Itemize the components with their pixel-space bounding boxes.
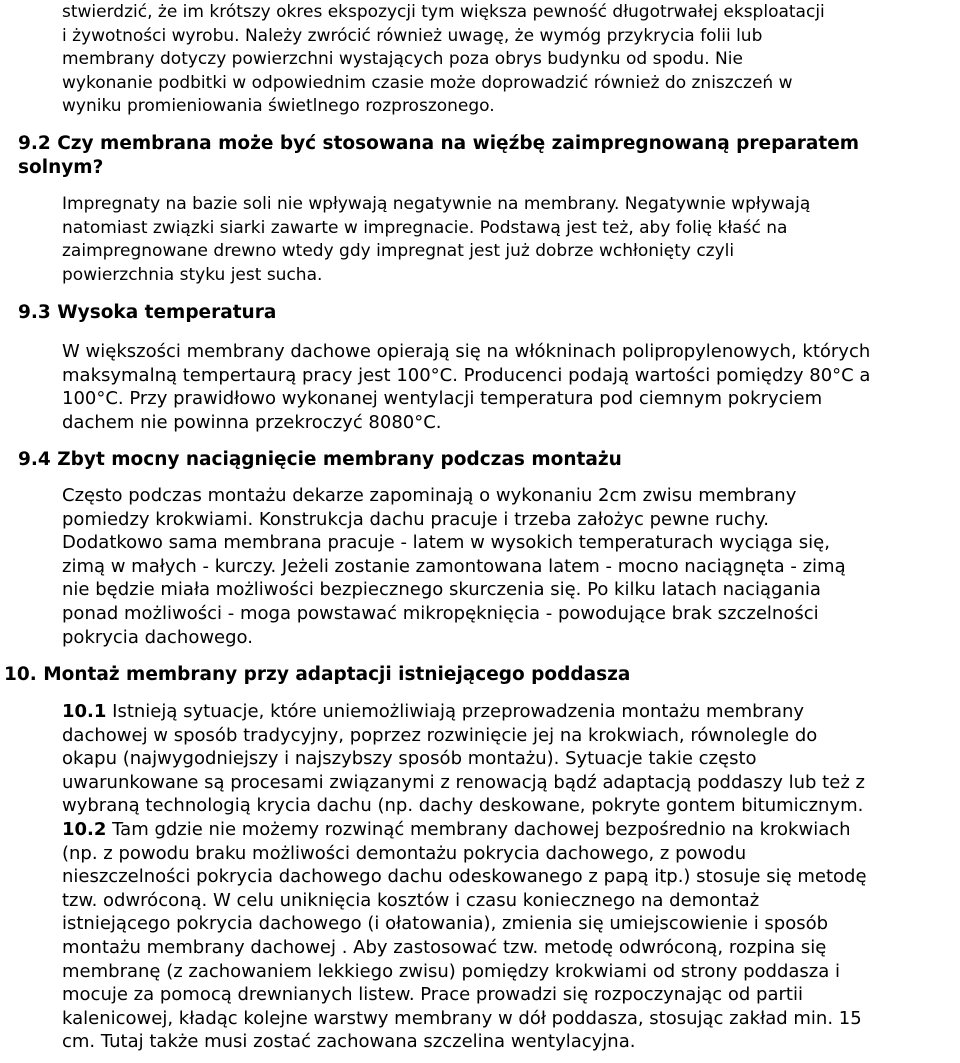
heading-number: 9.3: [18, 302, 51, 323]
text-line: mocuje za pomocą drewnianych listew. Prace prowadzi się rozpoczynając od partii: [62, 984, 803, 1006]
text-line: natomiast związki siarki zawarte w impregnacie. Podstawą jest też, aby folię kłaść na: [62, 217, 788, 238]
text-line: zimą w małych - kurczy. Jeżeli zostanie zamontowana latem - mocno naciągnęta - zimą: [62, 555, 846, 577]
text-line: 100°C. Przy prawidłowo wykonanej wentylacji temperatura pod ciemnym pokryciem: [62, 388, 823, 410]
paragraph-number: 10.2: [62, 818, 107, 840]
text-line: membranę (z zachowaniem lekkiego zwisu) pomiędzy krokwiami od strony poddasza i: [62, 960, 841, 982]
text-line: okapu (najwygodniejszy i najszybszy sposób montażu). Sytuacje takie często: [62, 748, 757, 770]
heading-title: Zbyt mocny naciągnięcie membrany podczas montażu: [57, 449, 622, 470]
section-body-9-2: [62, 193, 957, 287]
heading-line: solnym?: [18, 156, 104, 178]
text-line: ponad możliwości - moga powstawać mikropęknięcia - powodujące brak szczelności: [62, 602, 819, 624]
heading-number: 9.4: [18, 449, 51, 470]
heading-number: 10.: [4, 664, 37, 685]
section-body-10: [62, 700, 957, 1054]
text-line: membrany dotyczy powierzchni wystających poza obrys budynku od spodu. Nie: [62, 49, 743, 70]
heading-title: Wysoka temperatura: [57, 302, 277, 323]
text-line: dachem nie powinna przekroczyć 8080°C.: [62, 411, 442, 433]
text-line: istniejącego pokrycia dachowego (i ołatowania), zmienia się umiejscowienie i sposób: [62, 913, 829, 935]
paragraph-number: 10.1: [62, 701, 107, 722]
section-heading-9-4: [18, 448, 948, 472]
text-line: dachowej w sposób tradycyjny, poprzez rozwinięcie jej na krokwiach, równolegle do: [62, 724, 818, 746]
text-line: powierzchnia styku jest sucha.: [62, 264, 323, 285]
text-fragment: Tam gdzie nie możemy rozwinąć membrany dachowej bezpośrednio na krokwiach: [106, 818, 851, 840]
heading-line: 9.2 Czy membrana może być stosowana na więźbę zaimpregnowaną preparatem: [18, 133, 860, 154]
section-body-9-3: [62, 340, 957, 434]
paragraph-10-2-first-line: [62, 818, 957, 842]
intro-paragraph: [62, 1, 957, 119]
heading-title: Montaż membrany przy adaptacji istniejącego poddasza: [43, 664, 631, 685]
text-line: Impregnaty na bazie soli nie wpływają negatywnie na membrany. Negatywnie wpływają: [62, 194, 811, 214]
text-line: stwierdzić, że im krótszy okres ekspozycji tym większa pewność długotrwałej eksploatacji: [62, 2, 825, 22]
section-body-9-4: [62, 484, 957, 649]
text-line: pokrycia dachowego.: [62, 626, 253, 648]
text-line: Często podczas montażu dekarze zapominają o wykonaniu 2cm zwisu membrany: [62, 485, 797, 506]
text-line: kalenicowej, kładąc kolejne warstwy membrany w dół poddasza, stosując zakład min. 15: [62, 1007, 862, 1029]
text-line: cm. Tutaj także musi zostać zachowana szczelina wentylacyjna.: [62, 1031, 636, 1053]
text-line: nie będzie miała możliwości bezpiecznego skurczenia się. Po kilku latach naciągania: [62, 579, 821, 601]
text-line: nieszczelności pokrycia dachowego dachu odeskowanego z papą itp.) stosuje się metodę: [62, 866, 867, 888]
text-fragment: Istnieją sytuacje, które uniemożliwiają przeprowadzenia montażu membrany: [106, 701, 805, 722]
text-line: wyniku promieniowania świetlnego rozproszonego.: [62, 96, 495, 117]
section-heading-10: [4, 663, 934, 687]
text-line: W większości membrany dachowe opierają się na włókninach polipropylenowych, których: [62, 341, 871, 362]
text-line: maksymalną tempertaurą pracy jest 100°C. Producenci podają wartości pomiędzy 80°C a: [62, 364, 871, 386]
text-line: i żywotności wyrobu. Należy zwrócić również uwagę, że wymóg przykrycia folii lub: [62, 25, 763, 46]
text-line: pomiedzy krokwiami. Konstrukcja dachu pracuje i trzeba założyc pewne ruchy.: [62, 508, 769, 530]
paragraph-10-1-first-line: [62, 700, 957, 724]
text-line: Dodatkowo sama membrana pracuje - latem w wysokich temperaturach wyciąga się,: [62, 532, 830, 554]
text-line: uwarunkowane są procesami związanymi z renowacją bądź adaptacją poddaszy lub też z: [62, 771, 865, 793]
text-line: (np. z powodu braku możliwości demontażu pokrycia dachowego, z powodu: [62, 842, 747, 864]
text-line: zaimpregnowane drewno wtedy gdy impregnat jest już dobrze wchłonięty czyli: [62, 241, 735, 262]
section-heading-9-3: [18, 301, 948, 325]
text-line: wybraną technologią krycia dachu (np. dachy deskowane, pokryte gontem bitumicznym.: [62, 795, 864, 817]
text-line: wykonanie podbitki w odpowiednim czasie może doprowadzić również do zniszczeń w: [62, 72, 793, 93]
text-line: tzw. odwróconą. W celu uniknięcia kosztów i czasu koniecznego na demontaż: [62, 889, 760, 911]
section-heading-9-2: [18, 132, 948, 179]
text-line: montażu membrany dachowej . Aby zastosować tzw. metodę odwróconą, rozpina się: [62, 936, 827, 958]
